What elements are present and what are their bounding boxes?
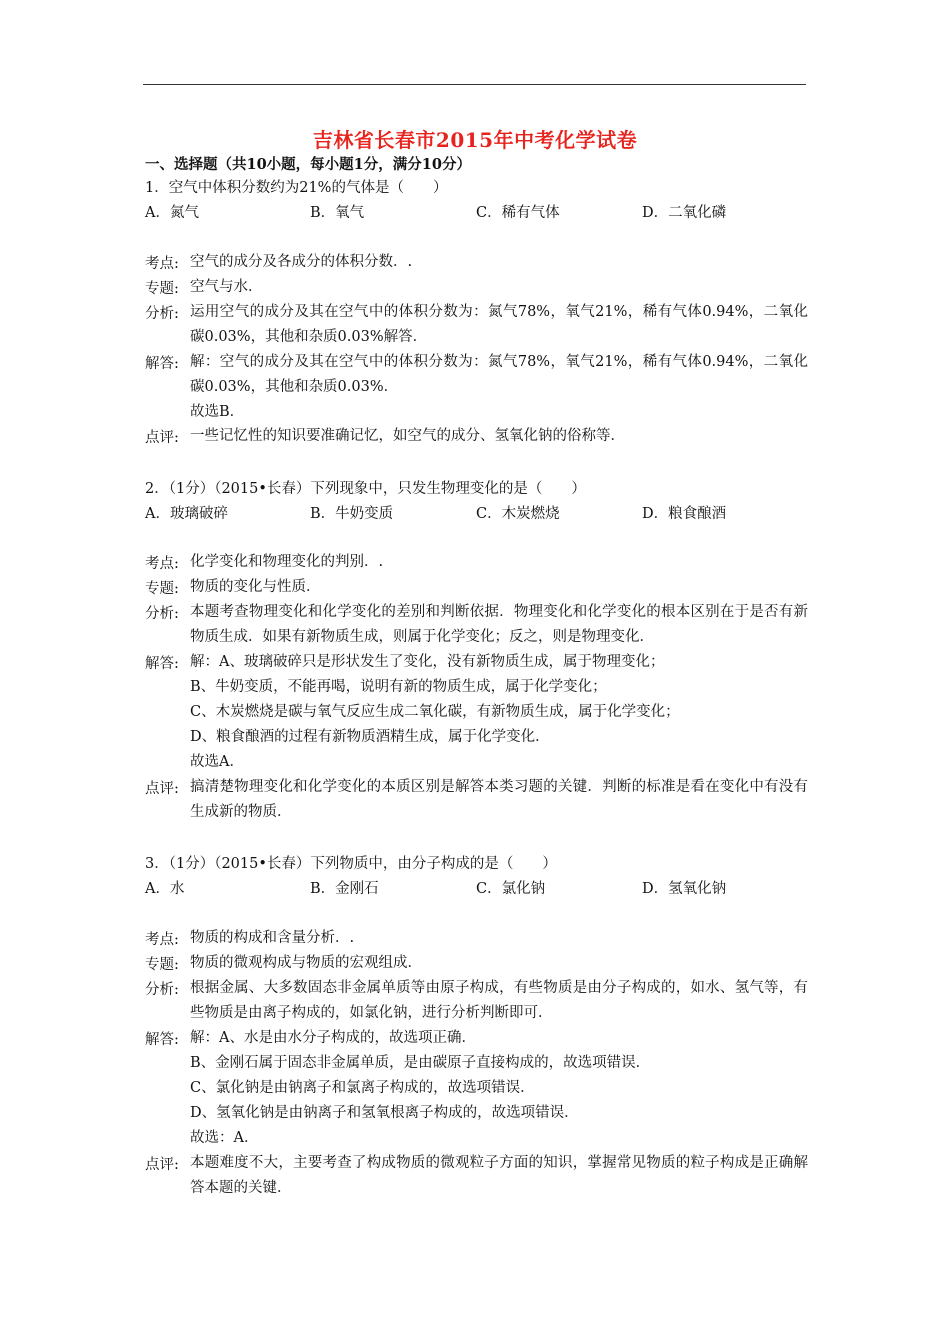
zhuanti-text: 空气与水．: [190, 279, 263, 295]
jieda-line: C、木炭燃烧是碳与氧气反应生成二氧化碳，有新物质生成，属于化学变化；: [190, 704, 680, 720]
label-zhuanti: 专题:: [145, 957, 179, 973]
zhuanti-text: 物质的微观构成与物质的宏观组成．: [190, 955, 422, 971]
option-b: B．氧气: [310, 205, 365, 221]
option-a: A．玻璃破碎: [145, 506, 228, 522]
option-d: D．二氧化磷: [642, 205, 727, 221]
option-b: B．金刚石: [310, 881, 379, 897]
jieda-line: B、金刚石属于固态非金属单质，是由碳原子直接构成的，故选项错误．: [190, 1055, 651, 1071]
question-stem: 1．空气中体积分数约为21%的气体是（ ）: [145, 180, 448, 196]
question-stem: 3．（1分）（2015•长春）下列物质中，由分子构成的是（ ）: [145, 856, 557, 872]
label-fenxi: 分析:: [145, 982, 179, 998]
kaodian-text: 空气的成分及各成分的体积分数．.: [190, 254, 413, 270]
section-heading: 一、选择题（共10小题，每小题1分，满分10分）: [145, 156, 471, 173]
jieda-line: 故选A．: [190, 754, 244, 770]
label-jieda: 解答:: [145, 656, 179, 672]
option-d: D．粮食酿酒: [642, 506, 727, 522]
jieda-line: 解：空气的成分及其在空气中的体积分数为：氮气78%，氧气21%，稀有气体0.94%，二氧化碳0.03%，其他和杂质0.03%．: [190, 354, 808, 395]
label-fenxi: 分析:: [145, 306, 179, 322]
jieda-line: 解：A、玻璃破碎只是形状发生了变化，没有新物质生成，属于物理变化；: [190, 654, 665, 670]
jieda-line: 故选：A．: [190, 1130, 259, 1146]
label-kaodian: 考点:: [145, 256, 179, 272]
option-c: C．木炭燃烧: [476, 506, 560, 522]
label-zhuanti: 专题:: [145, 281, 179, 297]
label-jieda: 解答:: [145, 356, 179, 372]
label-dianping: 点评:: [145, 430, 179, 446]
kaodian-text: 化学变化和物理变化的判别．.: [190, 554, 384, 570]
option-b: B．牛奶变质: [310, 506, 394, 522]
option-c: C．稀有气体: [476, 205, 560, 221]
label-zhuanti: 专题:: [145, 581, 179, 597]
label-dianping: 点评:: [145, 781, 179, 797]
label-kaodian: 考点:: [145, 556, 179, 572]
label-fenxi: 分析:: [145, 606, 179, 622]
dianping-text: 一些记忆性的知识要准确记忆，如空气的成分、氢氧化钠的俗称等．: [190, 428, 625, 444]
jieda-line: B、牛奶变质，不能再喝，说明有新的物质生成，属于化学变化；: [190, 679, 607, 695]
jieda-line: D、氢氧化钠是由钠离子和氢氧根离子构成的，故选项错误．: [190, 1105, 579, 1121]
option-d: D．氢氧化钠: [642, 881, 727, 897]
page-title: 吉林省长春市2015年中考化学试卷: [312, 128, 638, 152]
fenxi-text: 运用空气的成分及其在空气中的体积分数为：氮气78%，氧气21%，稀有气体0.94%，二氧化碳0.03%，其他和杂质0.03%解答．: [190, 304, 808, 345]
option-a: A．水: [145, 881, 185, 897]
header-rule: [143, 84, 806, 85]
option-c: C．氯化钠: [476, 881, 546, 897]
fenxi-text: 根据金属、大多数固态非金属单质等由原子构成，有些物质是由分子构成的，如水、氢气等，有些物质是由离子构成的，如氯化钠，进行分析判断即可．: [190, 980, 808, 1021]
label-dianping: 点评:: [145, 1157, 179, 1173]
kaodian-text: 物质的构成和含量分析．.: [190, 930, 355, 946]
jieda-line: D、粮食酿酒的过程有新物质酒精生成，属于化学变化．: [190, 729, 550, 745]
label-jieda: 解答:: [145, 1032, 179, 1048]
dianping-text: 搞清楚物理变化和化学变化的本质区别是解答本类习题的关键．判断的标准是看在变化中有没有生成新的物质．: [190, 779, 808, 820]
zhuanti-text: 物质的变化与性质．: [190, 579, 321, 595]
jieda-line: 故选B．: [190, 404, 245, 420]
jieda-line: 解：A、水是由水分子构成的，故选项正确．: [190, 1030, 476, 1046]
fenxi-text: 本题考查物理变化和化学变化的差别和判断依据．物理变化和化学变化的根本区别在于是否有新物质生成．如果有新物质生成，则属于化学变化；反之，则是物理变化．: [190, 604, 808, 645]
jieda-line: C、氯化钠是由钠离子和氯离子构成的，故选项错误．: [190, 1080, 535, 1096]
dianping-text: 本题难度不大，主要考查了构成物质的微观粒子方面的知识，掌握常见物质的粒子构成是正确解答本题的关键．: [190, 1155, 808, 1196]
label-kaodian: 考点:: [145, 932, 179, 948]
question-stem: 2．（1分）（2015•长春）下列现象中，只发生物理变化的是（ ）: [145, 481, 586, 497]
option-a: A．氮气: [145, 205, 199, 221]
